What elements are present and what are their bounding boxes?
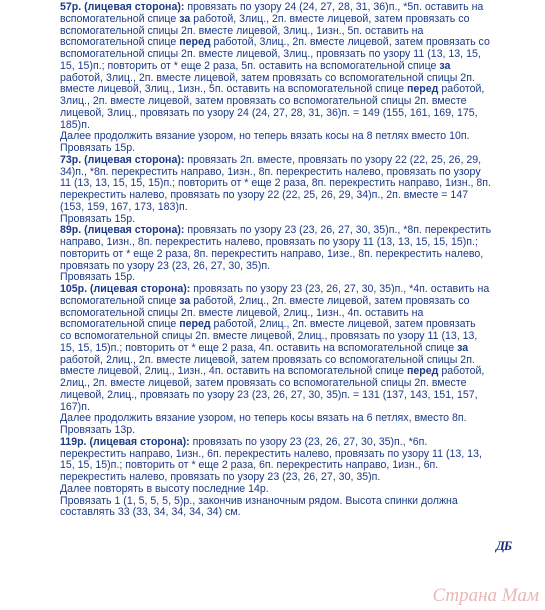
text-segment: 185)п.	[60, 118, 90, 131]
text-line	[60, 390, 542, 402]
text-segment: повторить от * еще 2 раза, 8п. перекрестить направо, 1изе., 8п. перекрестить налево,	[60, 247, 484, 260]
bold-segment: 73р. (лицевая сторона):	[60, 153, 185, 166]
text-segment: работой, 2лиц., 2п. вместе лицевой, затем провязать	[210, 318, 476, 331]
text-segment: 2лиц., 2п. вместе лицевой, затем провязать со вспомогательной спицы 2п. вместе	[60, 377, 467, 389]
text-segment: перекрестить направо, 1изн., 6п. перекрестить налево, провязать по узору 11 (13, 13,	[60, 447, 482, 460]
text-line	[60, 507, 542, 519]
text-segment: вместе лицевой, 2лиц., 1изн., 4п. оставить на вспомогательной спице	[60, 365, 408, 378]
text-segment: провязать 2п. вместе, провязать по узору 22 (22, 25, 26, 29,	[184, 153, 482, 166]
text-segment: Провязать 15р.	[60, 212, 136, 225]
text-segment: провязать по узору 23 (23, 26, 27, 30, 35)п., *8п. перекрестить	[184, 224, 492, 237]
bold-segment: 89р. (лицевая сторона):	[60, 224, 185, 237]
text-segment: вспомогательной спице	[60, 12, 180, 25]
text-segment: вспомогательной спицы 2п. вместе лицевой, 3лиц., провязать по узору 11 (13, 13, 15,	[60, 48, 481, 60]
text-segment: провязать по узору 23 (23, 26, 27, 30, 35)п.	[60, 259, 271, 272]
bold-segment: перед	[407, 83, 439, 96]
text-line	[60, 108, 542, 120]
text-segment: Провязать 15р.	[60, 142, 136, 154]
bold-segment: 119р. (лицевая сторона):	[60, 435, 190, 448]
text-segment: провязать по узору 24 (24, 27, 28, 31, 36)п., *5п. оставить на	[184, 1, 484, 13]
bold-segment: 57р. (лицевая сторона):	[60, 1, 185, 13]
text-segment: Далее продолжить вязание узором, но теперь косы вязать на 6 петлях, вместо 8п.	[60, 412, 467, 425]
text-segment: работой,	[438, 365, 485, 378]
text-segment: лицевой, 3лиц., провязать по узору 24 (24, 27, 28, 31, 36)п. = 149 (155, 161, 169, 175,	[60, 106, 478, 119]
pattern-text	[60, 2, 542, 519]
text-segment: (153, 159, 167, 173, 183)п.	[60, 200, 188, 213]
text-segment: провязать по узору 23 (23, 26, 27, 30, 35)п., *6п.	[189, 435, 428, 448]
bold-segment: перед	[407, 365, 439, 378]
bold-segment: за	[179, 294, 191, 307]
text-segment: работой,	[438, 83, 485, 96]
bold-segment: перед	[179, 318, 211, 331]
text-segment: Провязать 1 (1, 5, 5, 5, 5)р., закончив изнаночным рядом. Высота спинки должна	[60, 494, 458, 507]
text-segment: работой, 3лиц., 2п. вместе лицевой, затем провязать со вспомогательной спицы 2п.	[60, 71, 475, 84]
text-segment: составлять 33 (33, 34, 34, 34, 34) см.	[60, 506, 241, 519]
text-segment: 15, 15, 15)п.; повторить от * еще 2 раза, 4п. оставить на вспомогательной спице	[60, 341, 458, 354]
text-segment: работой, 3лиц., 2п. вместе лицевой, затем провязать со	[210, 36, 490, 49]
text-segment: со вспомогательной спицы 2п. вместе лицевой, 2лиц., провязать по узору 11 (13, 13,	[60, 330, 478, 342]
text-segment: вспомогательной спице	[60, 318, 180, 331]
text-segment: работой, 2лиц., 2п. вместе лицевой, затем провязать со вспомогательной спицы 2п.	[60, 353, 475, 366]
text-segment: 11 (13, 13, 15, 15, 15)п.; повторить от * еще 2 раза, 8п. перекрестить направо, 1изн., 8п.	[60, 177, 491, 190]
bold-segment: за	[457, 341, 469, 354]
text-segment: вспомогательной спице	[60, 36, 180, 49]
text-segment: Провязать 13р.	[60, 424, 136, 436]
text-segment: 3лиц., 2п. вместе лицевой, затем провязать со вспомогательной спицы 2п. вместе	[60, 95, 467, 107]
text-segment: перекрестить налево, провязать по узору 22 (22, 25, 26, 29, 34)п., 2п. вместе = 147	[60, 189, 469, 201]
text-segment: вспомогательной спице	[60, 294, 180, 307]
site-watermark: Страна Мам	[432, 585, 539, 606]
author-signature: ДБ	[496, 538, 512, 553]
text-segment: Далее повторять в высоту последние 14р.	[60, 482, 269, 495]
text-segment: 15, 15)п.; повторить от * еще 2 раза, 5п. оставить на вспомогательной спице	[60, 59, 440, 72]
text-segment: провязать по узору 23 (23, 26, 27, 30, 35)п., *4п. оставить на	[190, 283, 490, 295]
text-segment: перекрестить налево, провязать по узору 23 (23, 26, 27, 30, 35)п.	[60, 471, 381, 483]
bold-segment: 105р. (лицевая сторона):	[60, 283, 191, 295]
text-segment: Далее продолжить вязание узором, но теперь вязать косы на 8 петлях вместо 10п.	[60, 130, 470, 143]
text-segment: работой, 2лиц., 2п. вместе лицевой, затем провязать со	[190, 294, 470, 307]
text-segment: лицевой, 2лиц., провязать по узору 23 (23, 26, 27, 30, 35)п. = 131 (137, 143, 151, 157,	[60, 388, 478, 401]
bold-segment: перед	[179, 36, 211, 49]
bold-segment: за	[439, 59, 451, 72]
text-segment: 15, 15, 15)п.; повторить от * еще 2 раза, 6п. перекрестить направо, 1изн., 6п.	[60, 459, 439, 472]
text-segment: вместе лицевой, 3лиц., 1изн., 5п. оставить на вспомогательной спице	[60, 83, 408, 96]
text-segment: 167)п.	[60, 400, 90, 413]
text-segment: вспомогательной спицы 2п. вместе лицевой, 3лиц., 1изн., 5п. оставить на	[60, 24, 424, 37]
text-segment: Провязать 15р.	[60, 271, 136, 284]
text-segment: направо, 1изн., 8п. перекрестить налево, провязать по узору 11 (13, 13, 15, 15, 15)п.;	[60, 236, 478, 248]
text-segment: работой, 3лиц., 2п. вместе лицевой, затем провязать со	[190, 12, 470, 25]
text-segment: 34)п., *8п. перекрестить направо, 1изн., 8п. перекрестить налево, провязать по узору	[60, 165, 481, 178]
bold-segment: за	[179, 12, 191, 25]
text-segment: вспомогательной спицы 2п. вместе лицевой, 2лиц., 1изн., 4п. оставить на	[60, 306, 424, 319]
